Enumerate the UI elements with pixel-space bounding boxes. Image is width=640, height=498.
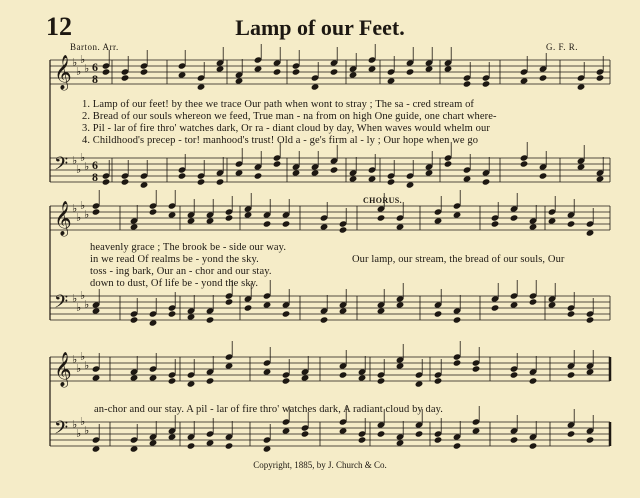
note-head [92,208,101,215]
flat-sign-icon: ♭ [76,211,82,224]
note-head [510,301,519,308]
note-head [102,68,111,75]
note-head [206,377,215,384]
note-head [149,374,158,381]
note-head [586,229,595,236]
note-head [187,442,196,449]
note-head [330,166,339,173]
note-head [282,377,291,384]
note-head [596,74,605,81]
verse-4-line-2: down to dust, Of life be - yond the sky. [90,278,259,289]
flat-sign-icon: ♭ [80,415,86,428]
bass-clef-icon: 𝄢 [54,418,69,443]
bass-clef-icon: 𝄢 [54,154,69,179]
note-head [282,427,291,434]
note-head [187,380,196,387]
note-head [415,380,424,387]
note-head [206,316,215,323]
note-head [168,433,177,440]
verse-3-line-2: toss - ing bark, Our an - chor and our stay. [90,266,272,277]
note-head [178,172,187,179]
note-head [491,220,500,227]
note-head [168,310,177,317]
note-head [444,160,453,167]
note-head [130,374,139,381]
note-head [225,214,234,221]
note-head [406,68,415,75]
note-head [434,217,443,224]
flat-sign-icon: ♭ [76,301,82,314]
flat-sign-icon: ♭ [76,427,82,440]
note-head [434,377,443,384]
note-head [92,307,101,314]
flat-sign-icon: ♭ [80,151,86,164]
note-head [586,368,595,375]
flat-sign-icon: ♭ [84,424,90,437]
note-head [244,304,253,311]
flat-sign-icon: ♭ [72,202,78,215]
note-head [130,445,139,452]
note-head [140,181,149,188]
note-head [263,445,272,452]
flat-sign-icon: ♭ [76,163,82,176]
note-head [406,181,415,188]
note-head [596,175,605,182]
note-head [225,362,234,369]
note-head [453,316,462,323]
note-head [491,304,500,311]
note-head [235,169,244,176]
note-head [320,223,329,230]
verse-2-line-1: 2. Bread of our souls whereon we feed, True man - na from on high One guide, one chart where- [82,111,497,122]
time-signature-numerator: 6 [92,60,98,74]
time-signature-denominator: 8 [92,170,98,184]
note-head [320,316,329,323]
flat-sign-icon: ♭ [72,154,78,167]
note-head [330,68,339,75]
note-head [282,220,291,227]
note-head [244,211,253,218]
note-head [339,427,348,434]
note-head [539,74,548,81]
note-head [510,371,519,378]
note-head [168,377,177,384]
note-head [434,310,443,317]
note-head [510,436,519,443]
author-initials: G. F. R. [546,42,579,52]
note-head [92,374,101,381]
flat-sign-icon: ♭ [84,359,90,372]
note-head [425,169,434,176]
note-head [149,439,158,446]
note-head [396,439,405,446]
note-head [586,316,595,323]
note-head [254,172,263,179]
treble-clef-icon: 𝄞 [54,201,72,236]
note-head [567,430,576,437]
note-head [225,442,234,449]
hymn-title: Lamp of our Feet. [235,15,405,40]
note-head [539,172,548,179]
note-head [577,83,586,90]
note-head [377,430,386,437]
note-head [301,374,310,381]
note-head [292,68,301,75]
bass-clef-icon: 𝄢 [54,292,69,317]
note-head [377,214,386,221]
note-head [472,427,481,434]
composer-attribution: Barton. Arr. [70,42,119,52]
note-head [121,74,130,81]
note-head [368,65,377,72]
note-head [396,301,405,308]
note-head [387,77,396,84]
note-head [225,298,234,305]
note-head [311,83,320,90]
flat-sign-icon: ♭ [76,65,82,78]
note-head [292,169,301,176]
note-head [273,68,282,75]
verse-1-line-1: 1. Lamp of our feet! by thee we trace Our path when wont to stray ; The sa - cred stream of [82,99,475,110]
note-head [149,319,158,326]
note-head [349,71,358,78]
flat-sign-icon: ♭ [76,362,82,375]
note-head [216,178,225,185]
note-head [263,301,272,308]
note-head [339,226,348,233]
flat-sign-icon: ♭ [72,418,78,431]
note-head [282,310,291,317]
note-head [206,439,215,446]
copyright-notice: Copyright, 1885, by J. Church & Co. [253,460,387,470]
note-head [529,298,538,305]
flat-sign-icon: ♭ [72,292,78,305]
flat-sign-icon: ♭ [84,62,90,75]
note-head [434,436,443,443]
note-head [586,436,595,443]
chorus-label: CHORUS. [363,196,403,205]
note-head [368,175,377,182]
note-head [453,211,462,218]
flat-sign-icon: ♭ [84,160,90,173]
note-head [349,175,358,182]
note-head [387,178,396,185]
note-head [425,65,434,72]
note-head [567,371,576,378]
verse-1-line-2: heavenly grace ; The brook be - side our way. [90,242,287,253]
chorus-lyric-line-1: Our lamp, our stream, the bread of our souls, Our [352,254,565,265]
note-head [301,430,310,437]
treble-clef-icon: 𝄞 [54,55,72,90]
time-signature-denominator: 8 [92,72,98,86]
note-head [415,430,424,437]
note-head [463,80,472,87]
note-head [235,77,244,84]
note-head [358,374,367,381]
flat-sign-icon: ♭ [80,199,86,212]
note-head [130,316,139,323]
note-head [510,214,519,221]
note-head [453,442,462,449]
note-head [472,365,481,372]
verse-4-line-1: 4. Childhood's precep - tor! manhood's trust! Old a - ge's firm al - ly ; Our hope when we go [82,135,479,146]
note-head [263,220,272,227]
note-head [178,71,187,78]
note-head [520,77,529,84]
note-head [396,362,405,369]
note-head [377,307,386,314]
note-head [206,217,215,224]
note-head [140,68,149,75]
note-head [263,368,272,375]
note-head [339,371,348,378]
note-head [529,377,538,384]
note-head [216,65,225,72]
note-head [254,65,263,72]
note-head [102,178,111,185]
treble-clef-icon: 𝄞 [54,352,72,387]
note-head [121,178,130,185]
verse-3-line-1: 3. Pil - lar of fire thro' watches dark, Or ra - diant cloud by day, When waves would whelm our [82,123,490,134]
note-head [444,65,453,72]
note-head [92,445,101,452]
note-head [396,223,405,230]
note-head [187,313,196,320]
flat-sign-icon: ♭ [84,208,90,221]
note-head [567,220,576,227]
note-head [273,160,282,167]
note-head [358,436,367,443]
note-head [567,310,576,317]
note-head [187,217,196,224]
note-head [482,178,491,185]
note-head [529,223,538,230]
flat-sign-icon: ♭ [80,289,86,302]
verse-2-line-2: in we read Of realms be - yond the sky. [90,254,259,265]
note-head [149,208,158,215]
flat-sign-icon: ♭ [72,353,78,366]
note-head [548,217,557,224]
flat-sign-icon: ♭ [80,350,86,363]
note-head [197,178,206,185]
note-head [577,163,586,170]
note-head [168,211,177,218]
flat-sign-icon: ♭ [80,53,86,66]
note-head [520,160,529,167]
page-number: 12 [46,12,72,41]
note-head [529,442,538,449]
note-head [311,169,320,176]
chorus-lyric-line-2: an-chor and our stay. A pil - lar of fire thro' watches dark, A radiant cloud by day. [94,404,444,415]
note-head [377,377,386,384]
note-head [339,307,348,314]
note-head [548,301,557,308]
time-signature-numerator: 6 [92,158,98,172]
note-head [463,175,472,182]
flat-sign-icon: ♭ [84,298,90,311]
note-head [130,223,139,230]
note-head [482,80,491,87]
note-head [453,359,462,366]
note-head [197,83,206,90]
flat-sign-icon: ♭ [72,56,78,69]
